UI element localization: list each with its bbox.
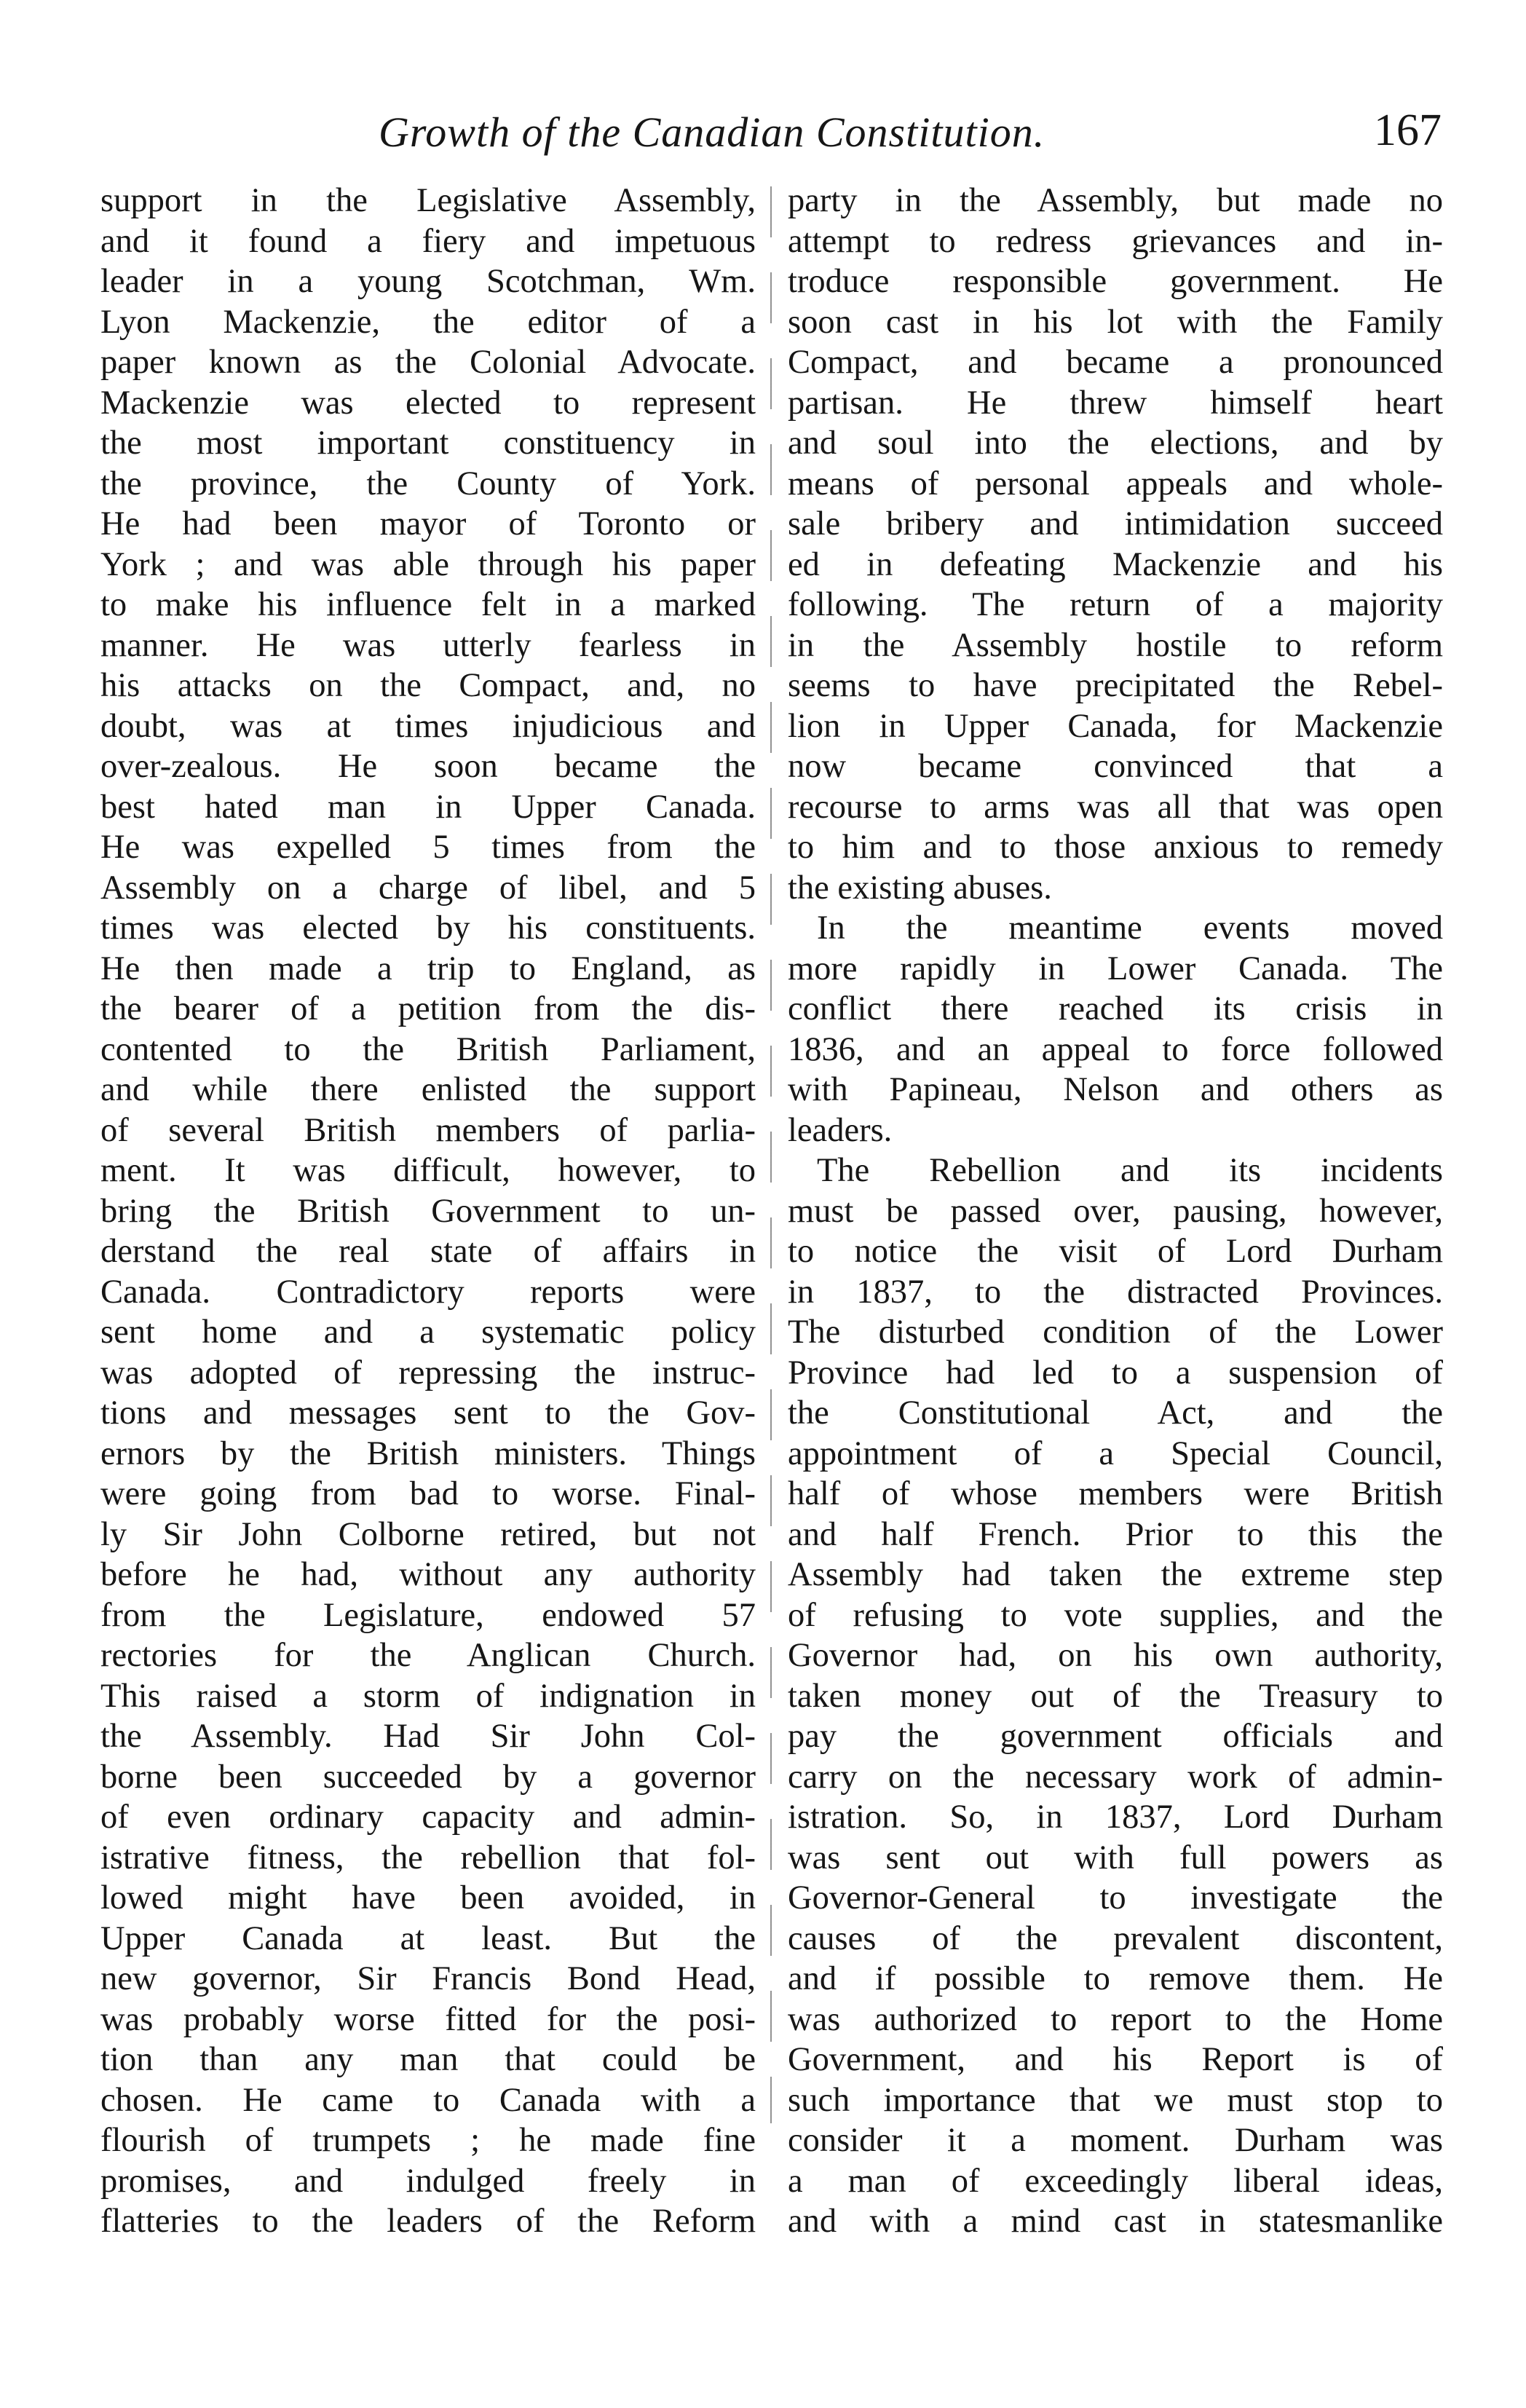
text-line: ment. It was difficult, however, to xyxy=(100,1152,756,1189)
text-line: carry on the necessary work of admin- xyxy=(788,1758,1443,1796)
text-line: of several British members of parlia- xyxy=(100,1111,756,1149)
text-line: times was elected by his constituents. xyxy=(100,909,756,947)
text-line: of refusing to vote supplies, and the xyxy=(788,1596,1443,1634)
text-line: consider it a moment. Durham was xyxy=(788,2122,1443,2159)
text-line: pay the government officials and xyxy=(788,1718,1443,1755)
text-line: This raised a storm of indignation in xyxy=(100,1677,756,1715)
text-line: The Rebellion and its incidents xyxy=(817,1152,1443,1189)
text-line: such importance that we must stop to xyxy=(788,2081,1443,2119)
text-line: the province, the County of York. xyxy=(100,465,756,502)
text-line: and while there enlisted the support xyxy=(100,1071,756,1108)
text-line: to him and to those anxious to remedy xyxy=(788,829,1443,866)
text-line: Government, and his Report is of xyxy=(788,2041,1443,2078)
text-line: half of whose members were British xyxy=(788,1475,1443,1512)
text-line: Compact, and became a pronounced xyxy=(788,344,1443,381)
text-line: flatteries to the leaders of the Reform xyxy=(100,2203,756,2240)
text-line: partisan. He threw himself heart xyxy=(788,384,1443,422)
text-line: support in the Legislative Assembly, xyxy=(100,182,756,219)
text-line: must be passed over, pausing, however, xyxy=(788,1192,1443,1230)
text-line: conflict there reached its crisis in xyxy=(788,990,1443,1027)
text-line: manner. He was utterly fearless in xyxy=(100,626,756,664)
text-line: before he had, without any authority xyxy=(100,1556,756,1593)
text-line: causes of the prevalent discontent, xyxy=(788,1919,1443,1957)
text-line: a man of exceedingly liberal ideas, xyxy=(788,2162,1443,2200)
text-line: rectories for the Anglican Church. xyxy=(100,1637,756,1674)
text-line: ed in defeating Mackenzie and his xyxy=(788,545,1443,583)
text-line: ernors by the British ministers. Things xyxy=(100,1434,756,1472)
text-line: following. The return of a majority xyxy=(788,586,1443,623)
text-line: Canada. Contradictory reports were xyxy=(100,1273,756,1311)
text-line: Lyon Mackenzie, the editor of a xyxy=(100,303,756,341)
text-line: from the Legislature, endowed 57 xyxy=(100,1596,756,1634)
text-line: attempt to redress grievances and in- xyxy=(788,222,1443,260)
text-line: tions and messages sent to the Gov- xyxy=(100,1394,756,1432)
text-line: Assembly on a charge of libel, and 5 xyxy=(100,869,756,907)
text-line: more rapidly in Lower Canada. The xyxy=(788,950,1443,987)
text-line: Governor-General to investigate the xyxy=(788,1879,1443,1916)
text-line: ly Sir John Colborne retired, but not xyxy=(100,1515,756,1553)
text-line: seems to have precipitated the Rebel- xyxy=(788,667,1443,704)
text-line: sale bribery and intimidation succeed xyxy=(788,505,1443,542)
text-line: lowed might have been avoided, in xyxy=(100,1879,756,1916)
text-line: recourse to arms was all that was open xyxy=(788,788,1443,826)
text-line: derstand the real state of affairs in xyxy=(100,1233,756,1270)
column-divider xyxy=(770,186,772,2123)
text-line: troduce responsible government. He xyxy=(788,263,1443,300)
text-line: the existing abuses. xyxy=(788,869,1052,907)
text-line: promises, and indulged freely in xyxy=(100,2162,756,2200)
text-line: over-zealous. He soon became the xyxy=(100,748,756,785)
text-line: Upper Canada at least. But the xyxy=(100,1919,756,1957)
text-line: means of personal appeals and whole- xyxy=(788,465,1443,502)
text-line: soon cast in his lot with the Family xyxy=(788,303,1443,341)
text-line: with Papineau, Nelson and others as xyxy=(788,1071,1443,1108)
text-line: doubt, was at times injudicious and xyxy=(100,707,756,745)
text-line: and soul into the elections, and by xyxy=(788,425,1443,462)
text-line: and with a mind cast in statesmanlike xyxy=(788,2203,1443,2240)
text-line: was probably worse fitted for the posi- xyxy=(100,2000,756,2038)
left-text-column xyxy=(100,181,756,2242)
text-line: He then made a trip to England, as xyxy=(100,950,756,987)
page-header xyxy=(95,102,1442,167)
text-line: his attacks on the Compact, and, no xyxy=(100,667,756,704)
right-text-column xyxy=(788,181,1443,2242)
text-line: and half French. Prior to this the xyxy=(788,1515,1443,1553)
text-line: to make his influence felt in a marked xyxy=(100,586,756,623)
text-line: The disturbed condition of the Lower xyxy=(788,1314,1443,1351)
text-line: York ; and was able through his paper xyxy=(100,545,756,583)
text-line: was sent out with full powers as xyxy=(788,1839,1443,1876)
text-line: contented to the British Parliament, xyxy=(100,1030,756,1068)
text-line: istrative fitness, the rebellion that fol- xyxy=(100,1839,756,1876)
text-line: tion than any man that could be xyxy=(100,2041,756,2078)
text-line: the bearer of a petition from the dis- xyxy=(100,990,756,1027)
text-line: Governor had, on his own authority, xyxy=(788,1637,1443,1674)
text-line: He had been mayor of Toronto or xyxy=(100,505,756,542)
text-line: He was expelled 5 times from the xyxy=(100,829,756,866)
text-line: and if possible to remove them. He xyxy=(788,1960,1443,1997)
text-line: chosen. He came to Canada with a xyxy=(100,2081,756,2119)
text-line: istration. So, in 1837, Lord Durham xyxy=(788,1799,1443,1836)
text-line: leader in a young Scotchman, Wm. xyxy=(100,263,756,300)
text-line: leaders. xyxy=(788,1111,893,1149)
text-line: in the Assembly hostile to reform xyxy=(788,626,1443,664)
page-number: 167 xyxy=(1374,106,1442,155)
text-line: in 1837, to the distracted Provinces. xyxy=(788,1273,1443,1311)
text-line: borne been succeeded by a governor xyxy=(100,1758,756,1796)
text-line: were going from bad to worse. Final- xyxy=(100,1475,756,1512)
running-title: Growth of the Canadian Constitution. xyxy=(379,108,1045,156)
text-line: party in the Assembly, but made no xyxy=(788,182,1443,219)
text-line: In the meantime events moved xyxy=(817,909,1443,947)
text-line: Mackenzie was elected to represent xyxy=(100,384,756,422)
text-line: new governor, Sir Francis Bond Head, xyxy=(100,1960,756,1997)
text-line: of even ordinary capacity and admin- xyxy=(100,1799,756,1836)
text-line: bring the British Government to un- xyxy=(100,1192,756,1230)
text-line: taken money out of the Treasury to xyxy=(788,1677,1443,1715)
text-line: the Constitutional Act, and the xyxy=(788,1394,1443,1432)
text-line: best hated man in Upper Canada. xyxy=(100,788,756,826)
text-line: 1836, and an appeal to force followed xyxy=(788,1030,1443,1068)
text-line: appointment of a Special Council, xyxy=(788,1434,1443,1472)
text-line: now became convinced that a xyxy=(788,748,1443,785)
text-line: was adopted of repressing the instruc- xyxy=(100,1354,756,1391)
text-line: was authorized to report to the Home xyxy=(788,2000,1443,2038)
text-line: and it found a fiery and impetuous xyxy=(100,222,756,260)
text-line: lion in Upper Canada, for Mackenzie xyxy=(788,707,1443,745)
text-line: flourish of trumpets ; he made fine xyxy=(100,2122,756,2159)
text-line: sent home and a systematic policy xyxy=(100,1314,756,1351)
text-line: the Assembly. Had Sir John Col- xyxy=(100,1718,756,1755)
text-line: to notice the visit of Lord Durham xyxy=(788,1233,1443,1270)
text-line: paper known as the Colonial Advocate. xyxy=(100,344,756,381)
text-line: Province had led to a suspension of xyxy=(788,1354,1443,1391)
text-line: Assembly had taken the extreme step xyxy=(788,1556,1443,1593)
text-line: the most important constituency in xyxy=(100,425,756,462)
